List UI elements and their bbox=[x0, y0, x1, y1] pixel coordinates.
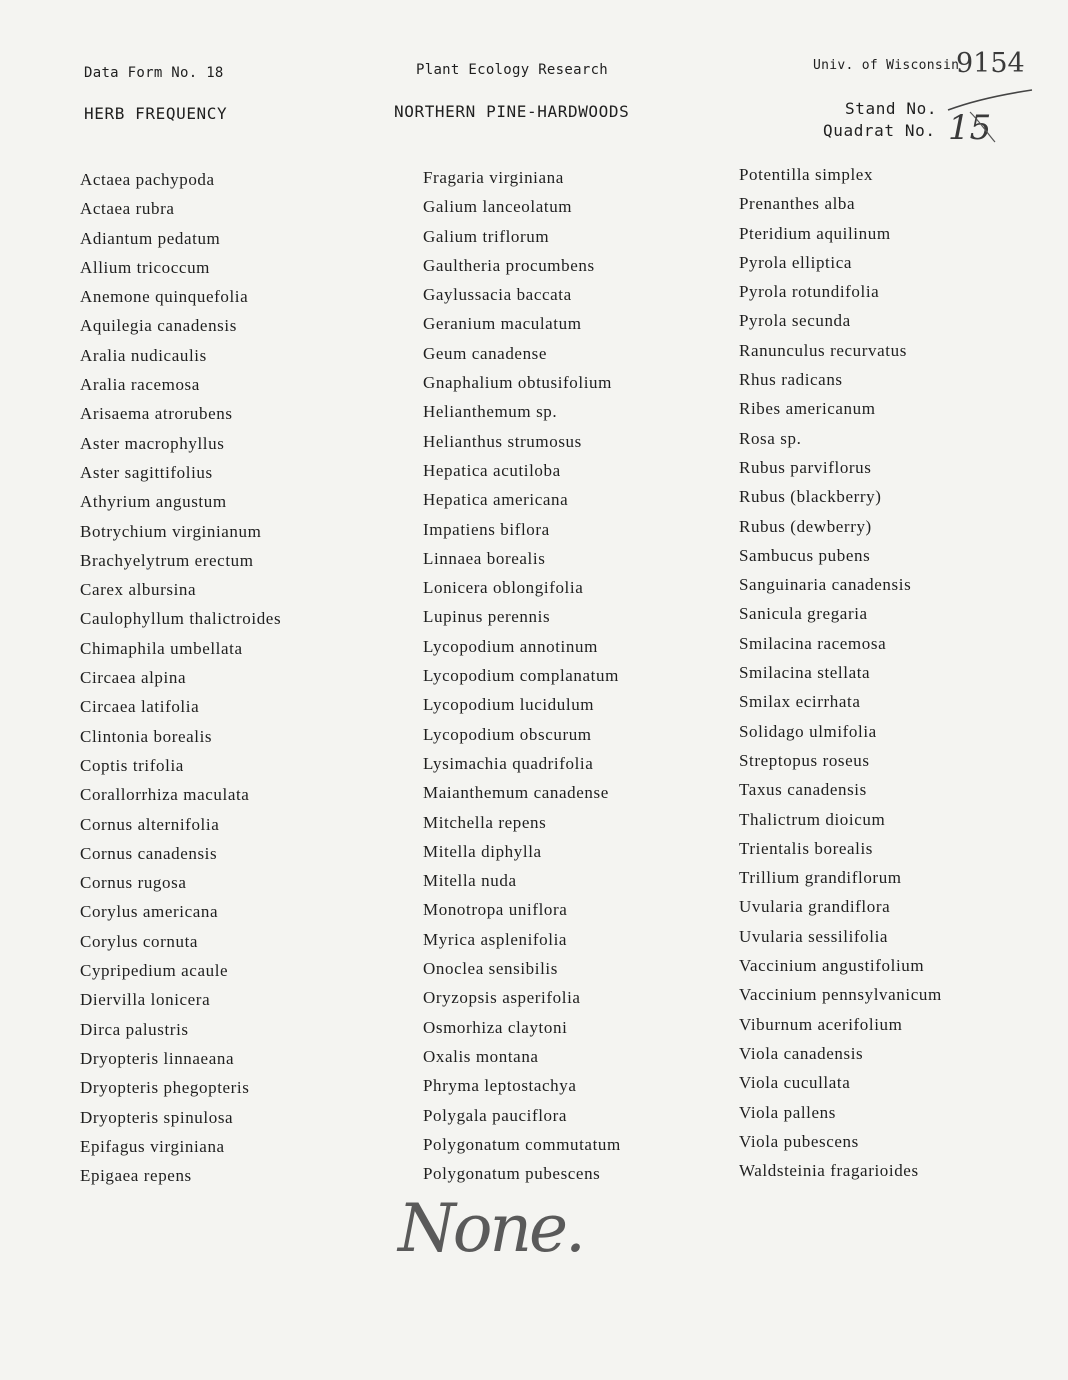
stand-label: Stand No. bbox=[845, 99, 938, 118]
species-item: Adiantum pedatum bbox=[80, 228, 221, 248]
species-item: Phryma leptostachya bbox=[423, 1076, 577, 1096]
species-item: Viola cucullata bbox=[739, 1073, 851, 1093]
species-item: Prenanthes alba bbox=[739, 194, 856, 214]
species-item: Viola canadensis bbox=[739, 1043, 864, 1063]
species-item: Myrica asplenifolia bbox=[423, 929, 568, 949]
species-item: Corylus cornuta bbox=[80, 931, 199, 951]
species-column-3 bbox=[739, 163, 942, 1188]
species-item: Lysimachia quadrifolia bbox=[423, 753, 594, 773]
species-item: Lycopodium lucidulum bbox=[423, 695, 595, 715]
species-item: Rhus radicans bbox=[739, 370, 843, 390]
species-item: Aralia racemosa bbox=[80, 375, 200, 395]
handwritten-note: None. bbox=[398, 1190, 584, 1267]
species-item: Impatiens biflora bbox=[423, 519, 550, 539]
species-item: Botrychium virginianum bbox=[80, 521, 262, 541]
species-item: Pyrola rotundifolia bbox=[739, 282, 880, 302]
species-item: Rosa sp. bbox=[739, 428, 802, 448]
species-item: Thalictrum dioicum bbox=[739, 809, 886, 829]
species-item: Lycopodium annotinum bbox=[423, 636, 598, 656]
species-item: Diervilla lonicera bbox=[80, 990, 211, 1010]
university: Univ. of Wisconsin bbox=[813, 58, 960, 73]
species-item: Helianthus strumosus bbox=[423, 431, 582, 451]
species-item: Geum canadense bbox=[423, 343, 548, 363]
species-item: Smilacina racemosa bbox=[739, 633, 887, 653]
species-item: Actaea rubra bbox=[80, 199, 175, 219]
species-item: Trientalis borealis bbox=[739, 838, 874, 858]
species-item: Dryopteris linnaeana bbox=[80, 1048, 235, 1068]
species-item: Polygala pauciflora bbox=[423, 1105, 568, 1125]
species-item: Dryopteris phegopteris bbox=[80, 1078, 250, 1098]
species-item: Carex albursina bbox=[80, 580, 197, 600]
species-item: Geranium maculatum bbox=[423, 314, 582, 334]
species-item: Polygonatum commutatum bbox=[423, 1134, 621, 1154]
quadrat-number-handwritten: 15 bbox=[948, 108, 992, 148]
species-item: Oxalis montana bbox=[423, 1046, 539, 1066]
species-item: Lupinus perennis bbox=[423, 607, 551, 627]
species-item: Rubus (blackberry) bbox=[739, 487, 882, 507]
species-item: Cornus alternifolia bbox=[80, 814, 220, 834]
species-item: Smilacina stellata bbox=[739, 663, 871, 683]
species-item: Sanicula gregaria bbox=[739, 604, 868, 624]
species-item: Circaea latifolia bbox=[80, 697, 200, 717]
species-item: Ribes americanum bbox=[739, 399, 876, 419]
species-item: Rubus parviflorus bbox=[739, 457, 872, 477]
species-item: Epifagus virginiana bbox=[80, 1136, 225, 1156]
species-item: Clintonia borealis bbox=[80, 726, 213, 746]
species-item: Solidago ulmifolia bbox=[739, 721, 877, 741]
species-item: Sanguinaria canadensis bbox=[739, 575, 912, 595]
species-item: Vaccinium pennsylvanicum bbox=[739, 985, 942, 1005]
species-item: Cornus canadensis bbox=[80, 843, 218, 863]
species-item: Mitella nuda bbox=[423, 871, 517, 891]
species-item: Viola pubescens bbox=[739, 1131, 859, 1151]
species-item: Corylus americana bbox=[80, 902, 219, 922]
species-item: Taxus canadensis bbox=[739, 780, 867, 800]
species-item: Ranunculus recurvatus bbox=[739, 340, 907, 360]
stand-number-handwritten: 9154 bbox=[956, 48, 1025, 79]
species-item: Rubus (dewberry) bbox=[739, 516, 872, 536]
species-item: Aquilegia canadensis bbox=[80, 316, 237, 336]
form-number: Data Form No. 18 bbox=[84, 65, 224, 81]
species-item: Epigaea repens bbox=[80, 1166, 192, 1186]
species-item: Aster macrophyllus bbox=[80, 433, 225, 453]
species-item: Oryzopsis asperifolia bbox=[423, 988, 581, 1008]
species-item: Helianthemum sp. bbox=[423, 402, 558, 422]
species-item: Polygonatum pubescens bbox=[423, 1164, 601, 1184]
species-item: Sambucus pubens bbox=[739, 545, 871, 565]
community-type: NORTHERN PINE-HARDWOODS bbox=[394, 102, 630, 121]
species-item: Caulophyllum thalictroides bbox=[80, 609, 282, 629]
species-item: Actaea pachypoda bbox=[80, 170, 215, 189]
species-item: Viburnum acerifolium bbox=[739, 1014, 903, 1034]
species-item: Osmorhiza claytoni bbox=[423, 1017, 568, 1037]
species-item: Lycopodium complanatum bbox=[423, 666, 619, 686]
species-item: Athyrium angustum bbox=[80, 492, 227, 512]
quadrat-label: Quadrat No. bbox=[823, 121, 936, 140]
species-item: Maianthemum canadense bbox=[423, 783, 609, 803]
species-item: Arisaema atrorubens bbox=[80, 404, 233, 424]
species-item: Viola pallens bbox=[739, 1102, 836, 1122]
species-item: Potentilla simplex bbox=[739, 165, 874, 184]
species-item: Hepatica acutiloba bbox=[423, 460, 561, 480]
species-item: Smilax ecirrhata bbox=[739, 692, 861, 712]
species-item: Brachyelytrum erectum bbox=[80, 550, 254, 570]
species-item: Hepatica americana bbox=[423, 490, 569, 510]
species-item: Cornus rugosa bbox=[80, 873, 187, 893]
species-item: Lonicera oblongifolia bbox=[423, 578, 584, 598]
species-item: Mitchella repens bbox=[423, 812, 547, 832]
species-item: Pyrola secunda bbox=[739, 311, 851, 331]
species-item: Aralia nudicaulis bbox=[80, 345, 207, 365]
species-item: Gnaphalium obtusifolium bbox=[423, 373, 612, 393]
species-item: Dirca palustris bbox=[80, 1019, 189, 1039]
species-item: Allium tricoccum bbox=[80, 257, 210, 277]
species-item: Gaultheria procumbens bbox=[423, 255, 595, 275]
species-item: Pyrola elliptica bbox=[739, 252, 852, 272]
species-item: Dryopteris spinulosa bbox=[80, 1107, 234, 1127]
species-item: Corallorrhiza maculata bbox=[80, 785, 250, 805]
species-item: Waldsteinia fragarioides bbox=[739, 1161, 919, 1181]
species-item: Gaylussacia baccata bbox=[423, 285, 572, 305]
species-item: Chimaphila umbellata bbox=[80, 638, 243, 658]
species-item: Onoclea sensibilis bbox=[423, 959, 558, 979]
handwritten-strokes bbox=[940, 82, 1040, 152]
species-item: Streptopus roseus bbox=[739, 750, 870, 770]
species-item: Vaccinium angustifolium bbox=[739, 956, 925, 976]
species-column-2 bbox=[423, 166, 621, 1191]
species-item: Galium lanceolatum bbox=[423, 197, 573, 217]
form-title: HERB FREQUENCY bbox=[84, 104, 228, 123]
species-item: Uvularia grandiflora bbox=[739, 897, 891, 917]
species-item: Anemone quinquefolia bbox=[80, 287, 249, 307]
species-item: Aster sagittifolius bbox=[80, 462, 213, 482]
organization: Plant Ecology Research bbox=[416, 62, 609, 78]
species-item: Fragaria virginiana bbox=[423, 168, 564, 187]
species-item: Lycopodium obscurum bbox=[423, 724, 592, 744]
species-item: Mitella diphylla bbox=[423, 841, 542, 861]
species-item: Monotropa uniflora bbox=[423, 900, 568, 920]
species-item: Pteridium aquilinum bbox=[739, 223, 891, 243]
species-item: Galium triflorum bbox=[423, 226, 550, 246]
species-item: Linnaea borealis bbox=[423, 548, 546, 568]
species-item: Circaea alpina bbox=[80, 668, 187, 688]
species-item: Trillium grandiflorum bbox=[739, 868, 902, 888]
species-item: Coptis trifolia bbox=[80, 755, 184, 775]
species-item: Cypripedium acaule bbox=[80, 961, 229, 981]
species-item: Uvularia sessilifolia bbox=[739, 926, 889, 946]
species-column-1 bbox=[80, 168, 281, 1193]
